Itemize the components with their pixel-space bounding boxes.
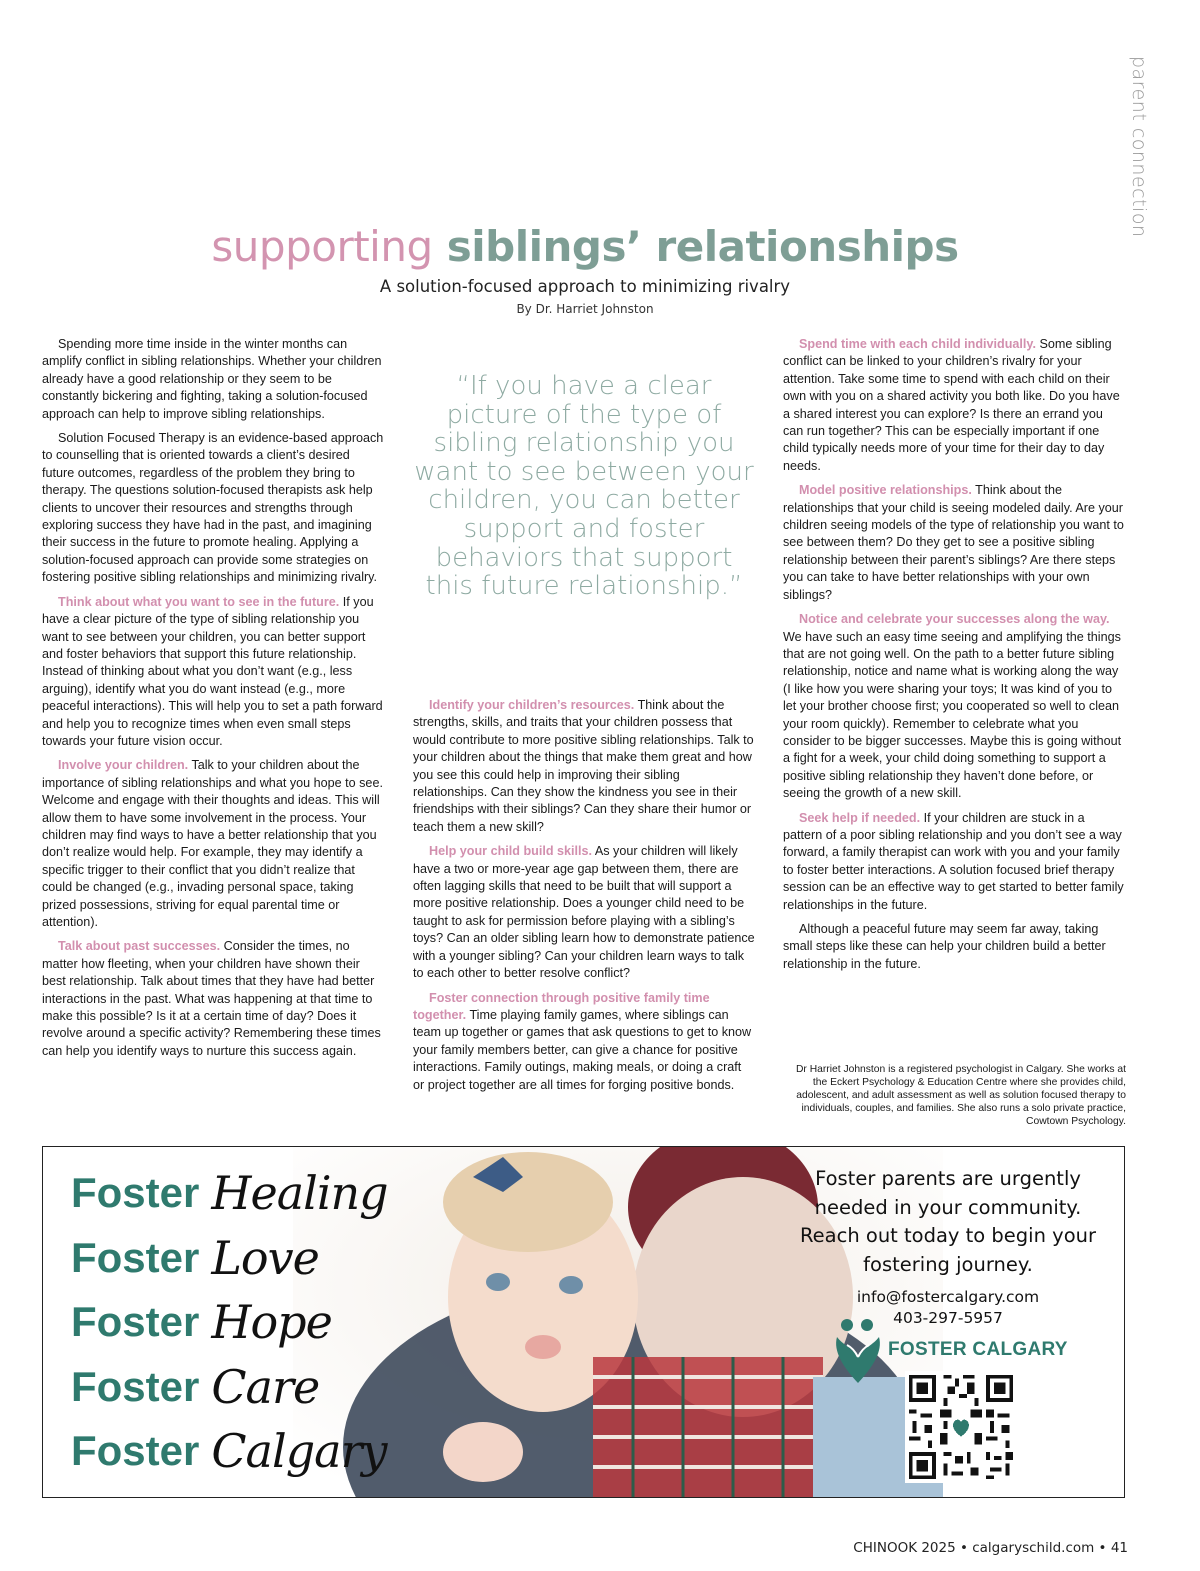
slogan-line: Foster Care bbox=[71, 1359, 320, 1414]
subheading: Think about what you want to see in the future. bbox=[58, 594, 340, 609]
column-3 bbox=[783, 336, 1125, 980]
subheading: Notice and celebrate your successes along the way. bbox=[799, 612, 1110, 627]
title-part-1: supporting bbox=[211, 222, 433, 271]
paragraph: Help your child build skills. As your children will likely have a two or more-year age gap between them, there are often lagging skills that need to be built that will support a more positive relationship. Does a younger child need to be taught to ask for permission before playing with a sibling’s toys? Can an older sibling learn how to demonstrate patience with a younger sibling? Can your children learn ways to talk to each other to better resolve conflict? bbox=[413, 844, 755, 981]
ad-email-link[interactable]: info@fostercalgary.com bbox=[856, 1288, 1040, 1307]
article-subtitle: A solution-focused approach to minimizing rivalry bbox=[379, 277, 791, 296]
subheading: Identify your children’s resources. bbox=[429, 698, 635, 712]
ad-message-block bbox=[798, 1165, 1098, 1329]
paragraph: Seek help if needed. If your children are stuck in a pattern of a poor sibling relationship and you don’t see a way forward, a family therapist can work with you and your family to foster better interactions. A solution focused brief therapy session can be an effective way to get started to better family relationships in the future. bbox=[783, 810, 1124, 912]
title-part-2: siblings’ relationships bbox=[446, 222, 959, 271]
slogan-line: Foster Hope bbox=[71, 1295, 332, 1350]
slogan-line: Foster Love bbox=[71, 1230, 319, 1285]
qr-code-icon[interactable] bbox=[905, 1371, 1017, 1483]
pull-quote: “If you have a clear picture of the type of sibling relationship you want to see between your children, you can better support and foster behaviors that support this future relationship.” bbox=[414, 371, 754, 602]
subheading: Model positive relationships. bbox=[799, 483, 972, 498]
paragraph: Talk about past successes. Consider the times, no matter how fleeting, when your children have shown their best relationship. Talk about times that they have had better interactions in the past. What was happening at that time to make this possible? Is it at a certain time of day? Does it revolve around a specific activity? Remembering these times can help you identify ways to nurture this success again. bbox=[42, 939, 381, 1058]
paragraph: Think about what you want to see in the future. If you have a clear picture of the type of sibling relationship you want to see between your children, you can better support and foster behaviors that support this future relationship. Instead of thinking about what you don’t want (e.g., less arguing), identify what you do want instead (e.g., more peaceful interactions). This will help you to set a path forward and help you to recognize times when even small steps towards your future vision occur. bbox=[42, 594, 383, 748]
slogan-line: Foster Calgary bbox=[71, 1424, 387, 1479]
byline: By Dr. Harriet Johnston bbox=[516, 302, 654, 316]
paragraph: Spending more time inside in the winter months can amplify conflict in sibling relationships. Whether your children already have a good relationship or they seem to be constantly bickering and fighting, taking a solution-focused approach can help to improve sibling relationships. bbox=[42, 337, 382, 421]
foster-calgary-logo-icon bbox=[833, 1317, 883, 1387]
subheading: Foster connection through positive family time together. bbox=[413, 990, 710, 1022]
ad-brand-name: FOSTER CALGARY bbox=[888, 1339, 1068, 1360]
paragraph: Identify your children’s resources. Think about the strengths, skills, and traits that your children possess that would contribute to more positive sibling relationships. Talk to your children about the things that make them great and how you see this could help in improving their sibling relationships. Can they show the kindness you see in their friendships with their siblings? Can they share their humor or teach them a new skill? bbox=[413, 698, 754, 834]
paragraph: Model positive relationships. Think about the relationships that your child is seeing modeled daily. Are your children seeing models of the type of relationship you want to see between them? Do they get to see a positive sibling relationship between their parent’s siblings? Are there steps you can take to have better relationships with your own siblings? bbox=[783, 483, 1124, 602]
column-2 bbox=[413, 697, 755, 1101]
ad-message: Foster parents are urgently needed in your community. Reach out today to begin your fostering journey. bbox=[799, 1167, 1097, 1276]
page-footer: CHINOOK 2025 • calgaryschild.com • 41 bbox=[853, 1540, 1128, 1556]
subheading: Help your child build skills. bbox=[429, 844, 593, 859]
subheading: Spend time with each child individually. bbox=[799, 337, 1036, 351]
foster-calgary-ad[interactable] bbox=[42, 1146, 1125, 1498]
subheading: Involve your children. bbox=[58, 758, 189, 773]
section-tag: parent connection bbox=[1128, 56, 1150, 238]
column-1 bbox=[42, 336, 384, 1067]
paragraph: Foster connection through positive family time together. Time playing family games, where siblings can team up together or games that ask questions to get to know your family members better, can give a chance for positive interactions. Family outings, making meals, or doing a craft or project together are all times for forging positive bonds. bbox=[413, 990, 752, 1092]
foster-slogan-list bbox=[71, 1161, 388, 1484]
subheading: Talk about past successes. bbox=[58, 939, 221, 954]
article-title bbox=[0, 222, 1170, 271]
slogan-line: Foster Healing bbox=[71, 1166, 388, 1221]
paragraph: Notice and celebrate your successes along the way. We have such an easy time seeing and amplifying the things that are not going well. On the path to a better future sibling relationship, notice and name what is working along the way (I like how you were sharing your toys; It was kind of you to let your brother choose first; you cooperated so well to clean your room quickly). Remember to celebrate what you consider to be bigger successes. Maybe this is going without a fight for a week, your child doing something to support a positive sibling relationship they haven’t done before, or seeing the growth of a new skill. bbox=[783, 612, 1122, 801]
subheading: Seek help if needed. bbox=[799, 810, 921, 825]
paragraph: Although a peaceful future may seem far away, taking small steps like these can help your children build a better relationship in the future. bbox=[783, 922, 1106, 971]
paragraph: Spend time with each child individually. Some sibling conflict can be linked to your children’s rivalry for your attention. Take some time to spend with each child on their own with you on a shared activity you both like. Do you have a shared interest you can explore? Is there an errand you can run together? This can be especially important if one child typically needs more of your time for their day to day needs. bbox=[783, 337, 1120, 473]
paragraph: Involve your children. Talk to your children about the importance of sibling relationships and what you hope to see. Welcome and engage with their thoughts and ideas. This will allow them to have some involvement in the process. Your children may find ways to have a better relationship that you don’t realize would help. For example, they may identify a specific trigger to their conflict that you didn’t realize that could be changed (e.g., invading personal space, taking prized possessions, striving for equal parental time or attention). bbox=[42, 758, 383, 929]
paragraph: Solution Focused Therapy is an evidence-based approach to counselling that is oriented towards a client’s desired future outcomes, regardless of the problem they bring to therapy. The questions solution-focused therapists ask help clients to uncover their resources and strengths through exploring success they have had in the past, and imagining their success in the future to promote healing. Applying a solution-focused approach can provide some strategies on fostering positive sibling relationships and minimizing rivalry. bbox=[42, 431, 384, 585]
ad-phone: 403-297-5957 bbox=[893, 1309, 1003, 1328]
author-bio: Dr Harriet Johnston is a registered psychologist in Calgary. She works at the Eckert Psychology & Education Centre where she provides child, adolescent, and adult assessment as well as solution focused therapy to individuals, couples, and families. She also runs a solo private practice, Cowtown Psychology. bbox=[795, 1064, 1126, 1127]
